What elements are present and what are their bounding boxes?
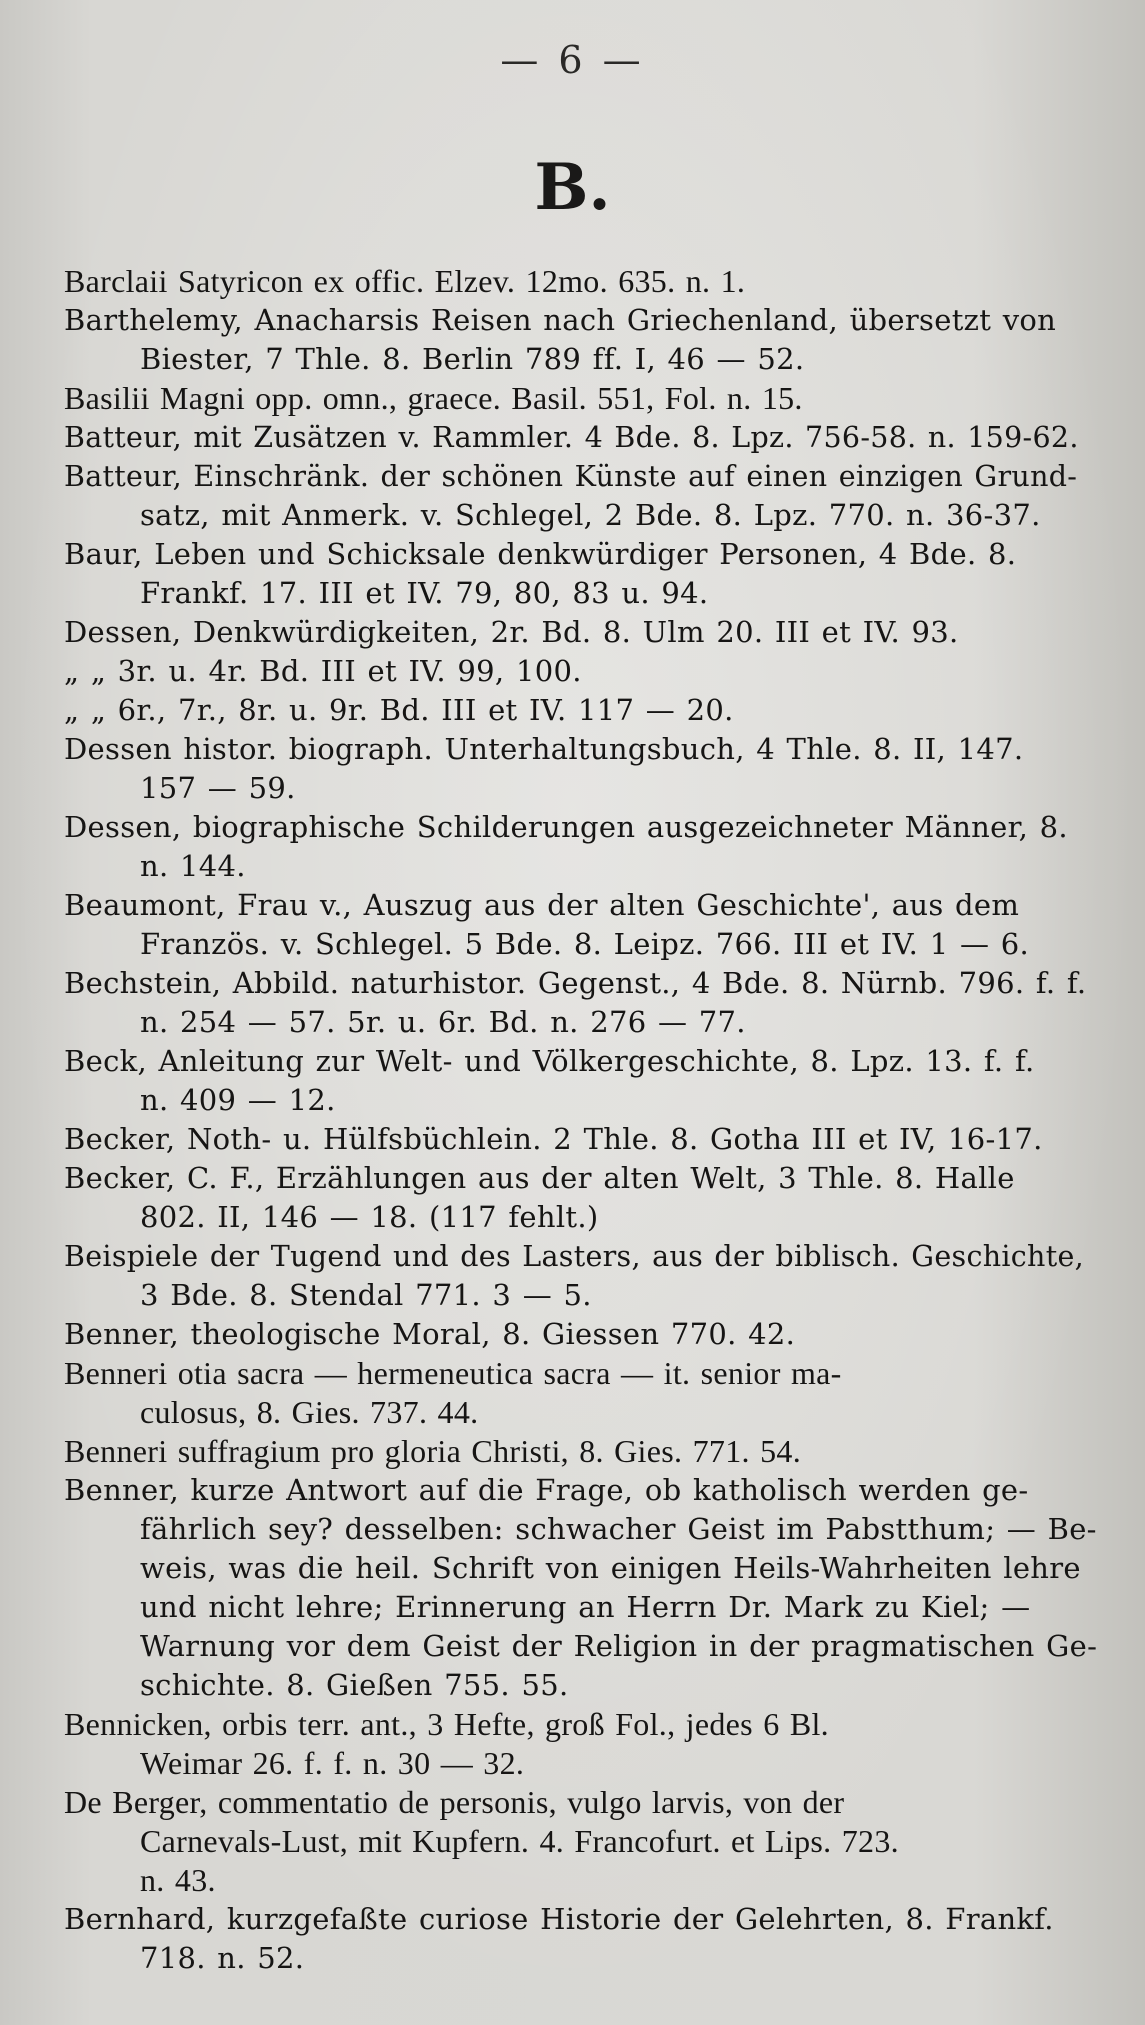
catalog-entry <box>64 886 1087 964</box>
entry-line: und nicht lehre; Erinnerung an Herrn Dr. Mark zu Kiel; — <box>140 1590 1031 1624</box>
entry-line: 157 — 59. <box>140 771 296 805</box>
catalog-entry <box>64 418 1087 457</box>
entry-line: n. 144. <box>140 849 246 883</box>
catalog-entry <box>64 535 1087 613</box>
entry-line: Dessen, Denkwürdigkeiten, 2r. Bd. 8. Ulm 20. III et IV. 93. <box>64 615 959 649</box>
catalog-entry <box>64 1042 1087 1120</box>
catalog-entry <box>64 1354 1087 1432</box>
entry-line: Bennicken, orbis terr. ant., 3 Hefte, groß Fol., jedes 6 Bl. <box>64 1706 829 1742</box>
page-number: — 6 — <box>500 38 645 82</box>
entry-line: Benneri otia sacra — hermeneutica sacra — it. senior ma- <box>64 1355 842 1391</box>
catalog-entry <box>64 1432 1087 1471</box>
entry-line: Weimar 26. f. f. n. 30 — 32. <box>140 1745 525 1781</box>
entry-line: Bernhard, kurzgefaßte curiose Historie der Gelehrten, 8. Frankf. <box>64 1902 1054 1936</box>
catalog-entry <box>64 262 1087 301</box>
catalog-entry <box>64 730 1087 808</box>
entry-line: Becker, C. F., Erzählungen aus der alten Welt, 3 Thle. 8. Halle <box>64 1161 1015 1195</box>
catalog-entry <box>64 613 1087 652</box>
entry-line: Dessen, biographische Schilderungen ausgezeichneter Männer, 8. <box>64 810 1068 844</box>
catalog-entry <box>64 964 1087 1042</box>
entry-line: Beaumont, Frau v., Auszug aus der alten Geschichte', aus dem <box>64 888 1020 922</box>
entry-line: schichte. 8. Gießen 755. 55. <box>140 1668 569 1702</box>
entry-line: Barthelemy, Anacharsis Reisen nach Griechenland, übersetzt von <box>64 303 1057 337</box>
entry-line: Benner, kurze Antwort auf die Frage, ob katholisch werden ge- <box>64 1473 1029 1507</box>
entry-line: weis, was die heil. Schrift von einigen Heils-Wahrheiten lehre <box>140 1551 1081 1585</box>
entry-line: culosus, 8. Gies. 737. 44. <box>140 1394 479 1430</box>
entry-line: Barclaii Satyricon ex offic. Elzev. 12mo. 635. n. 1. <box>64 263 746 299</box>
entry-line: 802. II, 146 — 18. (117 fehlt.) <box>140 1200 599 1234</box>
catalog-entry <box>64 379 1087 418</box>
section-letter: B. <box>534 150 611 225</box>
catalog-entry <box>64 1120 1087 1159</box>
entry-line: „ „ 3r. u. 4r. Bd. III et IV. 99, 100. <box>64 654 582 688</box>
catalog-entry <box>64 691 1087 730</box>
entry-line: n. 254 — 57. 5r. u. 6r. Bd. n. 276 — 77. <box>140 1005 746 1039</box>
entry-line: n. 43. <box>140 1862 216 1898</box>
entry-line: Batteur, mit Zusätzen v. Rammler. 4 Bde. 8. Lpz. 756-58. n. 159-62. <box>64 421 1079 454</box>
entry-line: Bechstein, Abbild. naturhistor. Gegenst., 4 Bde. 8. Nürnb. 796. f. f. <box>64 966 1087 1000</box>
entry-line: satz, mit Anmerk. v. Schlegel, 2 Bde. 8. Lpz. 770. n. 36-37. <box>140 498 1041 532</box>
catalog-entry <box>64 457 1087 535</box>
entry-line: Batteur, Einschränk. der schönen Künste auf einen einzigen Grund- <box>64 460 1078 493</box>
entry-line: n. 409 — 12. <box>140 1083 336 1117</box>
entry-line: Benner, theologische Moral, 8. Giessen 770. 42. <box>64 1317 796 1351</box>
catalog-entry <box>64 1471 1098 1705</box>
catalog-entry <box>64 1705 1087 1783</box>
catalog-entry <box>64 652 1087 691</box>
entry-line: Beispiele der Tugend und des Lasters, aus der biblisch. Geschichte, <box>64 1240 1084 1273</box>
catalog-entry <box>64 1783 1087 1900</box>
entry-line: „ „ 6r., 7r., 8r. u. 9r. Bd. III et IV. 117 — 20. <box>64 693 734 727</box>
entry-line: De Berger, commentatio de personis, vulgo larvis, von der <box>64 1784 845 1820</box>
entry-line: 718. n. 52. <box>140 1941 305 1975</box>
entry-line: fährlich sey? desselben: schwacher Geist im Pabstthum; — Be- <box>140 1512 1097 1546</box>
entry-line: Benneri suffragium pro gloria Christi, 8. Gies. 771. 54. <box>64 1433 802 1469</box>
catalog-entry <box>64 1315 1087 1354</box>
catalog-entry <box>64 1900 1087 1978</box>
catalog-entry <box>64 1159 1087 1237</box>
catalog-entry <box>64 301 1087 379</box>
catalog-entry <box>64 1237 1087 1315</box>
entry-line: Baur, Leben und Schicksale denkwürdiger Personen, 4 Bde. 8. <box>64 537 1017 571</box>
entry-line: Französ. v. Schlegel. 5 Bde. 8. Leipz. 766. III et IV. 1 — 6. <box>140 927 1030 961</box>
entry-line: Frankf. 17. III et IV. 79, 80, 83 u. 94. <box>140 576 709 610</box>
entry-line: 3 Bde. 8. Stendal 771. 3 — 5. <box>140 1278 592 1312</box>
entry-line: Dessen histor. biograph. Unterhaltungsbuch, 4 Thle. 8. II, 147. <box>64 732 1024 766</box>
entry-line: Becker, Noth- u. Hülfsbüchlein. 2 Thle. 8. Gotha III et IV, 16-17. <box>64 1122 1043 1156</box>
entry-line: Biester, 7 Thle. 8. Berlin 789 ff. I, 46 — 52. <box>140 342 805 376</box>
entry-line: Basilii Magni opp. omn., graece. Basil. 551, Fol. n. 15. <box>64 380 803 416</box>
entry-line: Carnevals-Lust, mit Kupfern. 4. Francofurt. et Lips. 723. <box>140 1823 899 1859</box>
entry-line: Beck, Anleitung zur Welt- und Völkergeschichte, 8. Lpz. 13. f. f. <box>64 1044 1035 1078</box>
catalog-entries <box>64 262 1098 1978</box>
entry-line: Warnung vor dem Geist der Religion in der pragmatischen Ge- <box>140 1629 1098 1663</box>
catalog-entry <box>64 808 1087 886</box>
